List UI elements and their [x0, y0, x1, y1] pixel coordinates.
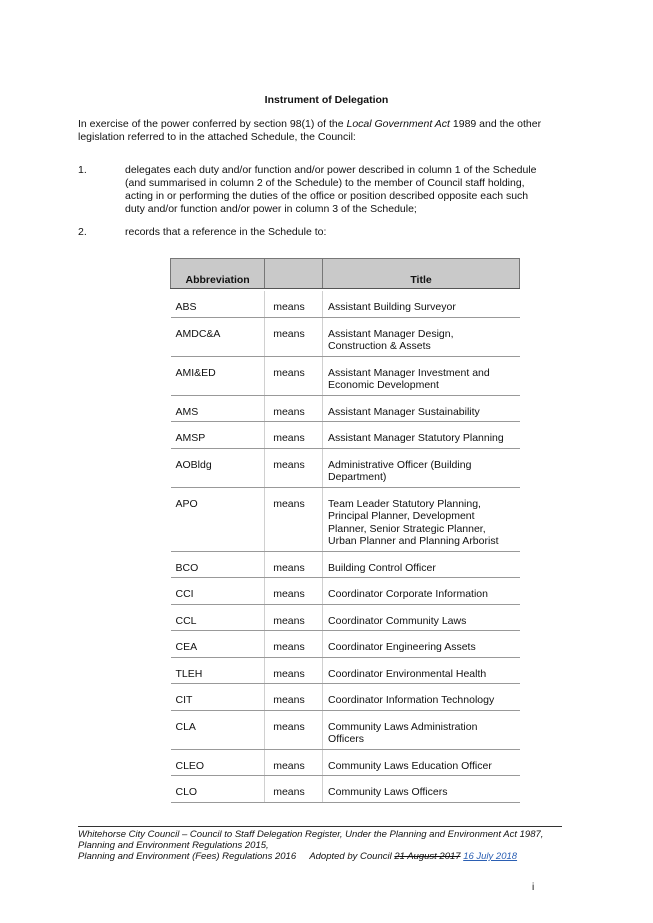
title-cell: Community Laws Officers: [323, 776, 520, 803]
title-cell: Coordinator Corporate Information: [323, 578, 520, 605]
table-row: [171, 684, 520, 711]
means-cell: means: [265, 604, 323, 631]
means-cell: means: [265, 657, 323, 684]
title-cell: Community Laws Administration Officers: [323, 710, 520, 749]
table-row: [171, 395, 520, 422]
document-title: Instrument of Delegation: [264, 94, 389, 106]
intro-prefix: In exercise of the power conferred by section 98(1) of the: [78, 118, 347, 130]
abbreviation-cell: TLEH: [171, 657, 265, 684]
list-item-text: records that a reference in the Schedule to:: [125, 226, 327, 238]
means-cell: means: [265, 578, 323, 605]
means-cell: means: [265, 749, 323, 776]
list-item-text: delegates each duty and/or function and/or power described in column 1 of the Schedule (and summarised in column 2 of the Schedule) to the member of Council staff holding, acting in or performing the duties of the office or position described opposite each such duty and/or function and/or power in column 3 of the Schedule;: [125, 164, 537, 215]
abbreviation-cell: CLO: [171, 776, 265, 803]
table-row: [171, 604, 520, 631]
table-header-row: [171, 259, 520, 289]
table-row: [171, 578, 520, 605]
abbreviation-cell: AMSP: [171, 422, 265, 449]
means-cell: means: [265, 422, 323, 449]
table-row: [171, 749, 520, 776]
header-blank: [265, 259, 323, 289]
means-cell: means: [265, 710, 323, 749]
abbreviation-cell: AMI&ED: [171, 356, 265, 395]
means-cell: means: [265, 551, 323, 578]
list-item-number: 2.: [78, 226, 87, 238]
abbreviation-cell: AMDC&A: [171, 317, 265, 356]
title-cell: Coordinator Information Technology: [323, 684, 520, 711]
abbreviation-cell: AOBldg: [171, 448, 265, 487]
title-cell: Assistant Manager Sustainability: [323, 395, 520, 422]
abbreviation-cell: AMS: [171, 395, 265, 422]
table-row: [171, 710, 520, 749]
footer-divider: [78, 826, 562, 827]
abbreviation-cell: APO: [171, 487, 265, 551]
means-cell: means: [265, 395, 323, 422]
abbreviation-cell: CLEO: [171, 749, 265, 776]
abbreviation-cell: BCO: [171, 551, 265, 578]
title-cell: Community Laws Education Officer: [323, 749, 520, 776]
table-row: [171, 291, 520, 317]
title-cell: Coordinator Community Laws: [323, 604, 520, 631]
title-cell: Building Control Officer: [323, 551, 520, 578]
table-row: [171, 356, 520, 395]
means-cell: means: [265, 317, 323, 356]
means-cell: means: [265, 448, 323, 487]
title-cell: Assistant Manager Design, Construction & Assets: [323, 317, 520, 356]
table-row: [171, 551, 520, 578]
table-row: [171, 487, 520, 551]
means-cell: means: [265, 684, 323, 711]
footer-old-date: 21 August 2017: [394, 851, 461, 862]
abbreviation-cell: ABS: [171, 291, 265, 317]
page-number: i: [532, 882, 535, 893]
means-cell: means: [265, 776, 323, 803]
intro-suffix: 1989 and the other legislation referred to in the attached Schedule, the Council:: [78, 118, 542, 143]
table-row: [171, 448, 520, 487]
list-item-number: 1.: [78, 164, 87, 176]
table-row: [171, 776, 520, 803]
table-row: [171, 317, 520, 356]
abbreviation-cell: CCI: [171, 578, 265, 605]
header-abbreviation: Abbreviation: [171, 259, 265, 289]
abbreviation-table: [170, 258, 520, 803]
table-body: [171, 289, 520, 803]
title-cell: Coordinator Engineering Assets: [323, 631, 520, 658]
means-cell: means: [265, 487, 323, 551]
abbreviation-cell: CEA: [171, 631, 265, 658]
means-cell: means: [265, 291, 323, 317]
abbreviation-cell: CLA: [171, 710, 265, 749]
means-cell: means: [265, 356, 323, 395]
title-cell: Administrative Officer (Building Department): [323, 448, 520, 487]
table-row: [171, 657, 520, 684]
abbreviation-cell: CIT: [171, 684, 265, 711]
abbreviation-cell: CCL: [171, 604, 265, 631]
footer: [78, 829, 562, 862]
table-row: [171, 631, 520, 658]
intro-paragraph: [78, 118, 548, 144]
intro-act-name: Local Government Act: [346, 118, 450, 130]
footer-new-date: 16 July 2018: [463, 851, 518, 862]
title-cell: Assistant Building Surveyor: [323, 291, 520, 317]
header-title: Title: [323, 259, 520, 289]
footer-line-2: [78, 851, 562, 862]
title-cell: Assistant Manager Investment and Economic Development: [323, 356, 520, 395]
footer-regulations: Planning and Environment (Fees) Regulations 2016: [78, 851, 297, 862]
footer-line-1: Whitehorse City Council – Council to Staff Delegation Register, Under the Planning and Environment Act 1987, Planning and Environment Regulations 2015,: [78, 829, 544, 851]
means-cell: means: [265, 631, 323, 658]
title-cell: Coordinator Environmental Health: [323, 657, 520, 684]
table-row: [171, 422, 520, 449]
title-cell: Assistant Manager Statutory Planning: [323, 422, 520, 449]
title-cell: Team Leader Statutory Planning, Principal Planner, Development Planner, Senior Strategic Planner, Urban Planner and Planning Arborist: [323, 487, 520, 551]
footer-adopted: Adopted by Council: [309, 851, 392, 862]
